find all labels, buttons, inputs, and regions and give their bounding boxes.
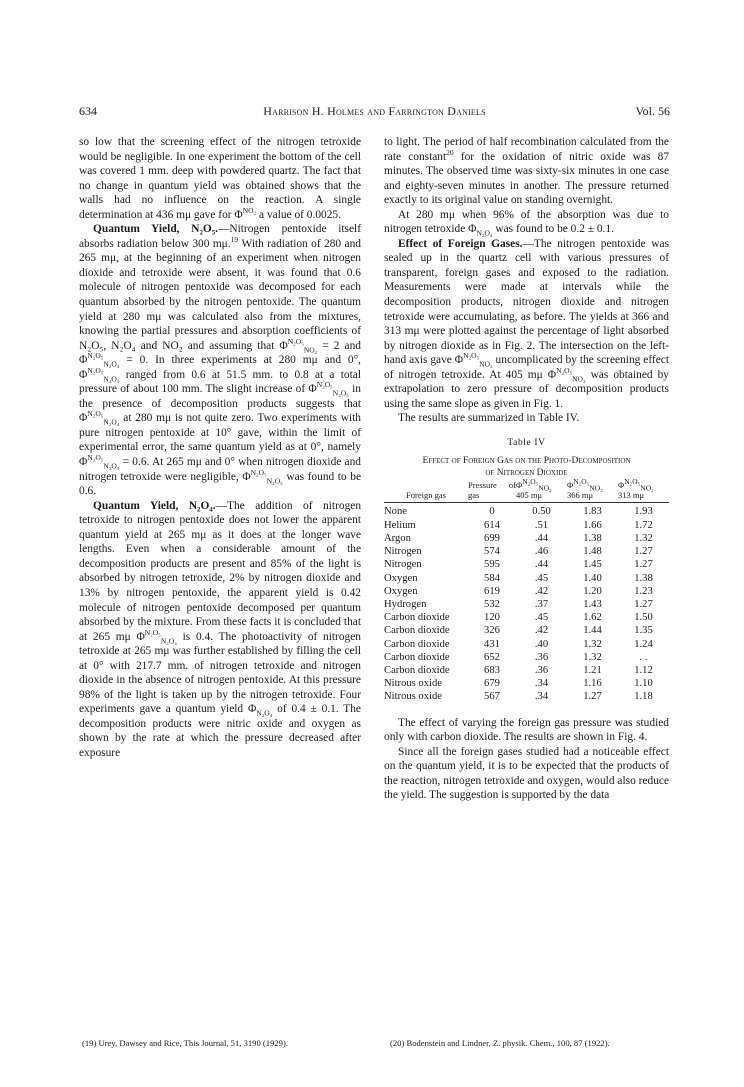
- cell-value: 574: [484, 546, 500, 558]
- paragraph: The effect of varying the foreign gas pressure was studied only with carbon dioxide. The results are shown in Fig. 4.: [384, 716, 669, 744]
- cell-gas: Carbon dioxide: [384, 664, 450, 676]
- left-column: [79, 135, 361, 761]
- paragraph: The results are summarized in Table IV.: [398, 412, 580, 425]
- table-row: [384, 572, 669, 585]
- col-header-gas: Foreign gas: [406, 489, 446, 500]
- section-heading: Quantum Yield, N₂O₄.: [93, 499, 216, 512]
- cell-value: .45: [534, 612, 549, 624]
- cell-value: 1.10: [634, 678, 653, 690]
- cell-value: 326: [484, 625, 500, 637]
- col-header-313: $\Phi^{N_2O_5}_{NO_2}$ 313 mμ: [618, 477, 654, 500]
- cell-value: 1.40: [583, 572, 602, 584]
- footnote-19: (19) Urey, Dawsey and Rice, This Journal, 51, 3190 (1929).: [82, 1038, 288, 1048]
- cell-gas: None: [384, 506, 407, 518]
- paragraph: At 280 mμ when 96% of the absorption was due to nitrogen tetroxide $\Phi_{N_2O_4}$ was found to be 0.2 ± 0.1.: [384, 208, 669, 238]
- cell-value: 1.62: [583, 612, 602, 624]
- cell-value: 1.27: [634, 598, 653, 610]
- paragraph-quantum-yield-n2o5: Quantum Yield, N₂O₅.—Nitrogen pentoxide itself absorbs radiation below 300 mμ.$^{19}$ With radiation of 280 and 265 mμ, at the beginning of an experiment when nitrogen dioxide and tetroxide were absent, it was found that 0.6 molecule of nitrogen pentoxide was decomposed for each quantum absorbed by the nitrogen pentoxide. The quantum yield at 280 mμ was calculated also from the mixtures, knowing the partial pressures and absorption coefficients of N₂O₅, N₂O₄ and NO₂ and assuming that $\Phi^{N_2O_5}_{NO_2} = 2$ and $\Phi^{N_2O_5}_{N_2O_4} = 0$. In three experiments at 280 mμ and 0°, $\Phi^{N_2O_5}_{N_2O_5}$ ranged from 0.6 at 51.5 mm. to 0.8 at a total pressure of about 100 mm. The slight increase of $\Phi^{N_2O_5}_{N_2O_5}$ in the presence of decomposition products suggests that $\Phi^{N_2O_5}_{N_2O_4}$ at 280 mμ is not quite zero. Two experiments with pure nitrogen pentoxide at 10° gave, within the limit of experimental error, the same quantum yield as at 0°, namely $\Phi^{N_2O_5}_{N_2O_5} = 0.6$. At 265 mμ and 0° when nitrogen dioxide and nitrogen tetroxide were negligible, $\Phi^{N_2O_5}_{N_2O_5}$ was found to be 0.6.: [79, 223, 362, 498]
- cell-value: 584: [484, 572, 500, 584]
- cell-value: .46: [534, 546, 549, 558]
- cell-value: 1.38: [583, 532, 602, 544]
- cell-value: 1.48: [583, 546, 602, 558]
- table-row: [384, 690, 669, 703]
- running-header: [79, 104, 670, 120]
- cell-value: 1.20: [583, 585, 602, 597]
- cell-gas: Nitrous oxide: [384, 678, 442, 690]
- table-row: [384, 611, 669, 624]
- cell-value: 532: [484, 598, 500, 610]
- cell-value: 619: [484, 585, 500, 597]
- cell-value: .42: [534, 625, 549, 637]
- cell-value: 614: [484, 519, 500, 531]
- cell-value: .42: [534, 585, 549, 597]
- cell-value: 699: [484, 532, 500, 544]
- cell-value: 1.43: [583, 598, 602, 610]
- cell-value: 1.27: [634, 559, 653, 571]
- cell-value: .44: [534, 559, 549, 571]
- cell-value: 1.27: [583, 691, 602, 703]
- cell-value: .34: [534, 678, 549, 690]
- cell-value: 431: [484, 638, 500, 650]
- cell-value: .51: [534, 519, 549, 531]
- cell-value: 1.35: [634, 625, 653, 637]
- table-row: [384, 545, 669, 558]
- table-row: [384, 598, 669, 611]
- cell-value: .37: [534, 598, 549, 610]
- cell-value: 652: [484, 651, 500, 663]
- table-row: [384, 558, 669, 571]
- cell-value: .36: [534, 651, 549, 663]
- table-row: [384, 503, 669, 519]
- table-label: Table IV: [507, 437, 546, 448]
- cell-value: 1.23: [634, 585, 653, 597]
- cell-value: 1.72: [634, 519, 653, 531]
- cell-value: 1.45: [583, 559, 602, 571]
- table-caption: Effect of Foreign Gas on the Photo-Decomposition of Nitrogen Dioxide: [422, 456, 631, 479]
- table-iv: [384, 477, 669, 703]
- cell-value: 0.50: [532, 506, 551, 518]
- cell-value: 1.32: [634, 532, 653, 544]
- cell-value: .34: [534, 691, 549, 703]
- cell-value: . .: [639, 651, 648, 663]
- cell-value: 1.16: [583, 678, 602, 690]
- table-row: [384, 677, 669, 690]
- table-header-row: [384, 481, 669, 503]
- cell-value: .44: [534, 532, 549, 544]
- cell-gas: Carbon dioxide: [384, 651, 450, 663]
- table-row: [384, 532, 669, 545]
- cell-value: 567: [484, 691, 500, 703]
- cell-gas: Oxygen: [384, 585, 418, 597]
- cell-value: 1.83: [583, 506, 602, 518]
- cell-value: 1.18: [634, 691, 653, 703]
- paragraph: Since all the foreign gases studied had a noticeable effect on the quantum yield, it is to be expected that the products of the reaction, nitrogen tetroxide and oxygen, would also reduce the yield. The suggestion is supported by the data: [384, 745, 669, 802]
- cell-gas: Nitrogen: [384, 559, 422, 571]
- table-body: [384, 503, 669, 704]
- table-row: [384, 664, 669, 677]
- paragraph: so low that the screening effect of the nitrogen tetroxide would be negligible. In one experiment the bottom of the cell was covered 1 mm. deep with powdered quartz. The fact that no change in quantum yield was obtained shows that the walls had no influence on the reaction. A single determination at 436 mμ gave for $\Phi^{NO_2}$ a value of 0.0025.: [79, 136, 361, 221]
- table-row: [384, 519, 669, 532]
- cell-value: 1.27: [634, 546, 653, 558]
- right-column: [384, 135, 669, 803]
- cell-value: .40: [534, 638, 549, 650]
- cell-value: 120: [484, 612, 500, 624]
- cell-value: 0: [489, 506, 495, 518]
- cell-gas: Argon: [384, 532, 411, 544]
- cell-value: 1.32: [583, 651, 602, 663]
- table-row: [384, 638, 669, 651]
- cell-value: 1.50: [634, 612, 653, 624]
- section-heading: Quantum Yield, N₂O₅.: [93, 223, 218, 236]
- cell-value: 1.21: [583, 664, 602, 676]
- footnote-20: (20) Bodenstein and Lindner, Z. physik. Chem., 100, 87 (1922).: [390, 1038, 610, 1048]
- cell-gas: Helium: [384, 519, 416, 531]
- table-row: [384, 585, 669, 598]
- cell-gas: Carbon dioxide: [384, 638, 450, 650]
- page-number: 634: [79, 104, 97, 118]
- paragraph: to light. The period of half recombination calculated from the rate constant$^{20}$ for the oxidation of nitric oxide was 87 minutes. The observed time was sixty-six minutes in one case and eighty-seven minutes in another. The pressure returned exactly to its original value on standing overnight.: [384, 136, 669, 207]
- cell-value: 1.93: [634, 506, 653, 518]
- footnote-ref: 19: [230, 235, 239, 245]
- cell-gas: Hydrogen: [384, 598, 427, 610]
- section-heading: Effect of Foreign Gases.: [398, 237, 523, 250]
- cell-gas: Carbon dioxide: [384, 625, 450, 637]
- cell-value: .45: [534, 572, 549, 584]
- cell-gas: Nitrous oxide: [384, 691, 442, 703]
- table-row: [384, 651, 669, 664]
- col-header-366: $\Phi^{N_2O_5}_{NO_2}$ 366 mμ: [567, 477, 603, 500]
- cell-gas: Nitrogen: [384, 546, 422, 558]
- cell-value: 1.12: [634, 664, 653, 676]
- cell-value: 1.66: [583, 519, 602, 531]
- cell-value: 595: [484, 559, 500, 571]
- cell-value: 679: [484, 678, 500, 690]
- col-header-pressure: Pressure of gas: [468, 480, 516, 500]
- col-header-405: $\Phi^{N_2O_5}_{NO_2}$ 405 mμ: [516, 477, 552, 500]
- cell-value: 1.38: [634, 572, 653, 584]
- paragraph-quantum-yield-n2o4: Quantum Yield, N₂O₄.—The addition of nitrogen tetroxide to nitrogen pentoxide does not lower the apparent quantum yield at 265 mμ as it does at the longer wave lengths. Even when a considerable amount of the decomposition products are present and 85% of the light is absorbed by nitrogen tetroxide, 2% by nitrogen dioxide and 13% by nitrogen pentoxide, the apparent yield is 0.42 molecule of nitrogen pentoxide decomposed per quantum absorbed by the mixture. From these facts it is concluded that at 265 mμ $\Phi^{N_2O_5}_{N_2O_4}$ is 0.4. The photoactivity of nitrogen tetroxide at 265 mμ was further established by filling the cell at 0° with 217.7 mm. of nitrogen tetroxide and nitrogen dioxide in the absence of nitrogen pentoxide. At this pressure 98% of the light is taken up by the nitrogen tetroxide. Four experiments gave a quantum yield $\Phi_{N_2O_4}$ of 0.4 ± 0.1. The decomposition products were nitric oxide and oxygen as shown by the rate at which the pressure decreased after exposure: [79, 499, 362, 759]
- cell-value: 1.32: [583, 638, 602, 650]
- paragraph-foreign-gases: Effect of Foreign Gases.—The nitrogen pentoxide was sealed up in the quartz cell with various pressures of transparent, foreign gases and exposed to the radiation. Measurements were made at intervals while the decomposition products, nitrogen dioxide and nitrogen tetroxide were accumulating, as before. The yields at 366 and 313 mμ were plotted against the percentage of light absorbed by nitrogen dioxide as in Fig. 2. The intersection on the left-hand axis gave $\Phi^{N_2O_5}_{NO_2}$ uncomplicated by the screening effect of nitrogen tetroxide. At 405 mμ $\Phi^{N_2O_5}_{NO_2}$ was obtained by extrapolation to zero pressure of decomposition products using the same slope as given in Fig. 1.: [384, 237, 669, 410]
- running-head-authors: Harrison H. Holmes and Farrington Daniels: [263, 104, 486, 118]
- footnote-ref: 20: [446, 147, 454, 157]
- cell-gas: Carbon dioxide: [384, 612, 450, 624]
- volume-label: Vol. 56: [635, 104, 670, 118]
- cell-gas: Oxygen: [384, 572, 418, 584]
- cell-value: 683: [484, 664, 500, 676]
- cell-value: 1.44: [583, 625, 602, 637]
- cell-value: .36: [534, 664, 549, 676]
- cell-value: 1.24: [634, 638, 653, 650]
- table-row: [384, 624, 669, 637]
